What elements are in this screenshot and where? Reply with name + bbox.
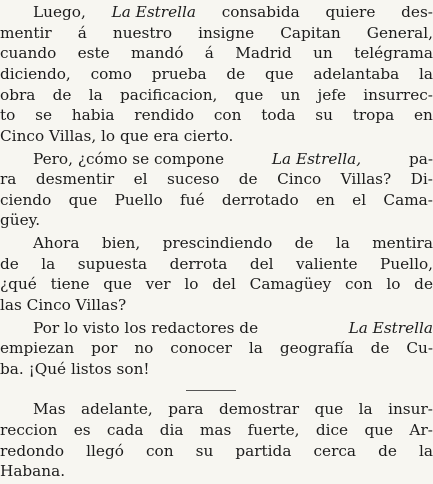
text-word: que — [234, 86, 264, 104]
text-word: insurrec- — [363, 86, 433, 104]
para1-line2 — [0, 23, 433, 44]
text-word: no — [134, 339, 154, 357]
text-word: derrotado — [221, 191, 299, 209]
text-word: Cinco — [277, 170, 322, 188]
text-word: de — [370, 339, 390, 357]
text-word: to — [0, 106, 16, 124]
text-word: valiente — [296, 255, 358, 273]
text-word: ver — [145, 275, 171, 293]
text-word: telégrama — [354, 44, 433, 62]
italic-title: La Estrella, — [271, 150, 362, 168]
text-word: ¿qué — [0, 275, 37, 293]
text-word: que — [364, 421, 394, 439]
para3-line2 — [0, 254, 433, 275]
para1-line5 — [0, 85, 433, 106]
text-fragment: pa- — [408, 150, 433, 168]
para2-line3 — [0, 190, 433, 211]
text-word: prueba — [151, 65, 207, 83]
text-word: la — [358, 400, 373, 418]
text-word: la — [335, 234, 350, 252]
text-word: derrota — [169, 255, 228, 273]
text-word: un — [280, 86, 301, 104]
text-word: supuesta — [77, 255, 148, 273]
text-word: el — [133, 170, 148, 188]
text-word: pacificacion, — [119, 86, 218, 104]
text-word: de — [414, 275, 433, 293]
text-line: güey. — [0, 211, 41, 229]
text-word: como — [90, 65, 132, 83]
para3-line4 — [0, 295, 433, 316]
text-word: Puello, — [380, 255, 433, 273]
para1-line1 — [0, 2, 433, 23]
text-line: Habana. — [0, 462, 66, 480]
text-word: diciendo, — [0, 65, 71, 83]
text-word: dia — [159, 421, 184, 439]
text-word: Madrid — [235, 44, 292, 62]
text-word: nuestro — [112, 24, 173, 42]
text-word: bien, — [101, 234, 141, 252]
text-word: la — [419, 65, 433, 83]
text-word: rendido — [134, 106, 195, 124]
text-word: se — [35, 106, 52, 124]
text-word: con — [345, 275, 373, 293]
text-word: adelante, — [81, 400, 153, 418]
text-word: cada — [106, 421, 144, 439]
text-word: tropa — [352, 106, 395, 124]
text-word: mandó — [131, 44, 184, 62]
para1-line4 — [0, 64, 433, 85]
text-word: dice — [315, 421, 349, 439]
text-word: habia — [71, 106, 115, 124]
para4-line2 — [0, 338, 433, 359]
para1-line3 — [0, 43, 433, 64]
text-word: insur- — [388, 400, 433, 418]
para2-line4 — [0, 210, 433, 231]
text-word: de — [52, 86, 72, 104]
text-word: obra — [0, 86, 36, 104]
text-word: es — [73, 421, 91, 439]
para5-line3 — [0, 441, 433, 462]
text-word: Villas? — [340, 170, 392, 188]
text-word: Ar- — [409, 421, 433, 439]
text-word: un — [313, 44, 333, 62]
para4-line3 — [0, 359, 433, 380]
text-word: de — [294, 234, 314, 252]
text-word: conocer — [170, 339, 232, 357]
para3-line3 — [0, 274, 433, 295]
text-word: del — [212, 275, 236, 293]
text-word: el — [352, 191, 367, 209]
text-fragment: consabida — [221, 3, 300, 21]
text-word: jefe — [317, 86, 346, 104]
text-word: este — [77, 44, 110, 62]
text-word: Cama- — [383, 191, 433, 209]
italic-title: La Estrella — [348, 319, 433, 337]
text-fragment: Luego, — [33, 3, 86, 21]
text-word: que — [314, 400, 344, 418]
text-word: Camagüey — [249, 275, 332, 293]
text-word: que — [264, 65, 294, 83]
text-word: ciendo — [0, 191, 52, 209]
text-word: partida — [235, 442, 292, 460]
text-word: adelantaba — [313, 65, 400, 83]
para5-line4 — [0, 461, 433, 482]
text-word: Di- — [410, 170, 433, 188]
text-word: General, — [366, 24, 433, 42]
text-word: mas — [199, 421, 232, 439]
text-word: su — [195, 442, 214, 460]
text-word: mentira — [372, 234, 433, 252]
text-word: redondo — [0, 442, 65, 460]
text-word: toda — [261, 106, 296, 124]
text-word: cerca — [313, 442, 357, 460]
text-word: geografía — [279, 339, 354, 357]
text-word: de — [238, 170, 258, 188]
text-word: que — [103, 275, 132, 293]
text-word: prescindiendo — [162, 234, 273, 252]
text-word: la — [41, 255, 56, 273]
text-word: Capitan — [280, 24, 341, 42]
text-word: de — [0, 255, 19, 273]
text-word: mentir — [0, 24, 52, 42]
text-word: á — [204, 44, 214, 62]
text-fragment: Pero, ¿cómo se compone — [33, 150, 225, 168]
text-line: Cinco Villas, lo que era cierto. — [0, 127, 234, 145]
text-word: demostrar — [218, 400, 300, 418]
text-word: fué — [179, 191, 205, 209]
text-word: en — [315, 191, 335, 209]
para1-line7 — [0, 126, 433, 147]
text-word: Mas — [33, 400, 66, 418]
para5-line1 — [0, 399, 433, 420]
text-word: Puello — [114, 191, 163, 209]
text-word: desmentir — [35, 170, 115, 188]
text-fragment: Por lo visto los redactores de — [33, 319, 259, 337]
text-line: las Cinco Villas? — [0, 296, 127, 314]
text-word: cuando — [0, 44, 57, 62]
text-word: á — [77, 24, 87, 42]
text-word: la — [418, 442, 433, 460]
para2-line1 — [0, 149, 433, 170]
text-word: en — [414, 106, 433, 124]
text-word: lo — [386, 275, 401, 293]
text-word: llegó — [86, 442, 124, 460]
text-word: para — [168, 400, 204, 418]
text-word: del — [249, 255, 274, 273]
text-word: fuerte, — [247, 421, 300, 439]
section-divider — [186, 390, 236, 391]
text-line: ba. ¡Qué listos son! — [0, 360, 150, 378]
text-word: la — [88, 86, 103, 104]
text-word: ra — [0, 170, 17, 188]
text-word: con — [213, 106, 242, 124]
para5-line2 — [0, 420, 433, 441]
text-word: la — [248, 339, 263, 357]
text-fragment: des- — [401, 3, 433, 21]
text-word: Cu- — [406, 339, 433, 357]
para1-line6 — [0, 105, 433, 126]
text-word: tiene — [50, 275, 90, 293]
text-fragment: quiere — [325, 3, 376, 21]
text-word: empiezan — [0, 339, 75, 357]
text-word: Ahora — [33, 234, 80, 252]
text-word: insigne — [198, 24, 255, 42]
text-word: de — [226, 65, 246, 83]
text-word: lo — [184, 275, 199, 293]
text-word: que — [68, 191, 98, 209]
text-word: con — [145, 442, 174, 460]
text-word: por — [91, 339, 118, 357]
text-word: suceso — [167, 170, 220, 188]
para3-line1 — [0, 233, 433, 254]
para2-line2 — [0, 169, 433, 190]
italic-title: La Estrella — [111, 3, 196, 21]
para4-line1 — [0, 318, 433, 339]
text-word: su — [315, 106, 333, 124]
text-word: reccion — [0, 421, 58, 439]
text-word: de — [378, 442, 397, 460]
